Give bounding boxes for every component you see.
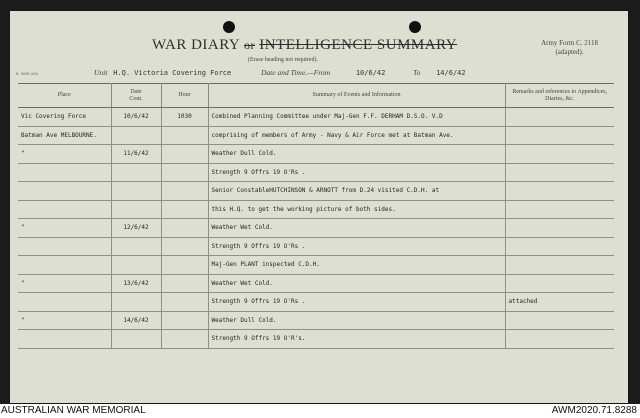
col-hour: Hour (161, 84, 208, 108)
cell-remarks (505, 274, 614, 293)
cell-summary: Weather Dull Cold. (208, 145, 505, 164)
table-row (18, 293, 614, 312)
col-date (111, 84, 161, 108)
title-war-diary: WAR DIARY (152, 37, 240, 53)
cell-hour (161, 293, 208, 312)
cell-date (111, 256, 161, 275)
cell-hour (161, 126, 208, 145)
cell-date (111, 330, 161, 349)
col-remarks: Remarks and references to Appendices, Diaries, &c. (505, 84, 614, 108)
footer-bar (0, 404, 640, 418)
table-row (18, 219, 614, 238)
cell-date: 12/6/42 (111, 219, 161, 238)
cell-place (18, 182, 111, 201)
cell-summary: Maj-Gen PLANT inspected C.D.H. (208, 256, 505, 275)
cell-summary: this H.Q. to get the working picture of both sides. (208, 200, 505, 219)
cell-hour: 1030 (161, 108, 208, 127)
table-row (18, 274, 614, 293)
cell-remarks (505, 237, 614, 256)
subtitle: (Erase heading not required). (248, 57, 318, 63)
cell-date: 14/6/42 (111, 311, 161, 330)
diary-rows (18, 108, 614, 349)
punch-hole (409, 21, 421, 33)
table-row (18, 182, 614, 201)
form-title (152, 37, 457, 54)
cell-remarks (505, 126, 614, 145)
cell-hour (161, 182, 208, 201)
col-date-label: Date (130, 88, 142, 95)
cell-place (18, 330, 111, 349)
cell-date (111, 237, 161, 256)
table-row (18, 330, 614, 349)
cell-date: 11/6/42 (111, 145, 161, 164)
unit-value: H.Q. Victoria Covering Force (113, 69, 232, 77)
col-date-cont: Cont. (129, 95, 143, 102)
cell-date (111, 293, 161, 312)
diary-sheet (10, 11, 628, 403)
cell-summary: Strength 9 Offrs 19 O'R's. (208, 330, 505, 349)
cell-date (111, 163, 161, 182)
cell-remarks (505, 108, 614, 127)
table-row (18, 145, 614, 164)
date-to: 14/6/42 (436, 69, 466, 77)
cell-summary: Weather Dull Cold. (208, 311, 505, 330)
cell-hour (161, 256, 208, 275)
cell-summary: Strength 9 Offrs 19 O'Rs . (208, 163, 505, 182)
cell-remarks (505, 163, 614, 182)
cell-remarks (505, 256, 614, 275)
cell-remarks (505, 200, 614, 219)
table-row (18, 163, 614, 182)
title-or: or (243, 38, 255, 52)
table-row (18, 256, 614, 275)
cell-remarks (505, 219, 614, 238)
table-row (18, 200, 614, 219)
footer-institution: AUSTRALIAN WAR MEMORIAL (1, 405, 146, 416)
cell-remarks: attached (505, 293, 614, 312)
cell-date: 10/6/42 (111, 108, 161, 127)
cell-summary: Strength 9 Offrs 19 O'Rs . (208, 237, 505, 256)
cell-hour (161, 311, 208, 330)
cell-place: " (18, 219, 111, 238)
cell-hour (161, 219, 208, 238)
form-reference (541, 39, 598, 57)
date-from: 10/6/42 (355, 69, 386, 77)
cell-hour (161, 330, 208, 349)
diary-table (18, 83, 614, 349)
title-struck: INTELLIGENCE SUMMARY (259, 37, 458, 53)
cell-summary: Weather Wet Cold. (208, 219, 505, 238)
cell-place: Vic Covering Force (18, 108, 111, 127)
cell-place: Batman Ave MELBOURNE. (18, 126, 111, 145)
cell-place: " (18, 274, 111, 293)
col-summary: Summary of Events and Information (208, 84, 505, 108)
cell-hour (161, 237, 208, 256)
cell-place (18, 293, 111, 312)
table-row (18, 311, 614, 330)
date-label: Date and Time.—From (260, 68, 331, 77)
cell-summary: Senior ConstableHUTCHINSON & ARNOTT from D.24 visited C.D.H. at (208, 182, 505, 201)
to-label: To (413, 68, 421, 77)
cell-place (18, 237, 111, 256)
cell-place (18, 163, 111, 182)
cell-remarks (505, 330, 614, 349)
cell-hour (161, 145, 208, 164)
cell-remarks (505, 311, 614, 330)
col-place: Place (18, 84, 111, 108)
unit-line (94, 68, 466, 77)
cell-remarks (505, 182, 614, 201)
footer-accession: AWM2020.71.8288 (551, 405, 637, 416)
table-row (18, 108, 614, 127)
cell-place: " (18, 311, 111, 330)
table-row (18, 126, 614, 145)
unit-label: Unit (94, 68, 108, 77)
cell-place: " (18, 145, 111, 164)
cell-summary: Strength 9 Offrs 19 O'Rs . (208, 293, 505, 312)
form-ref-line1: Army Form C. 2118 (541, 39, 598, 47)
cell-remarks (505, 145, 614, 164)
cell-date: 13/6/42 (111, 274, 161, 293)
cell-date (111, 182, 161, 201)
cell-place (18, 256, 111, 275)
cell-place (18, 200, 111, 219)
cell-summary: Weather Wet Cold. (208, 274, 505, 293)
cell-summary: comprising of members of Army - Navy & Air Force met at Batman Ave. (208, 126, 505, 145)
table-row (18, 237, 614, 256)
cell-summary: Combined Planning Committee under Maj-Gen F.F. DERHAM D.S.O. V.D (208, 108, 505, 127)
cell-hour (161, 274, 208, 293)
cell-date (111, 126, 161, 145)
cell-hour (161, 163, 208, 182)
cell-date (111, 200, 161, 219)
punch-hole (223, 21, 235, 33)
table-header (18, 84, 614, 108)
print-code: B. 5008 (A9) (16, 72, 38, 76)
cell-hour (161, 200, 208, 219)
form-ref-line2: (adapted). (555, 48, 584, 56)
